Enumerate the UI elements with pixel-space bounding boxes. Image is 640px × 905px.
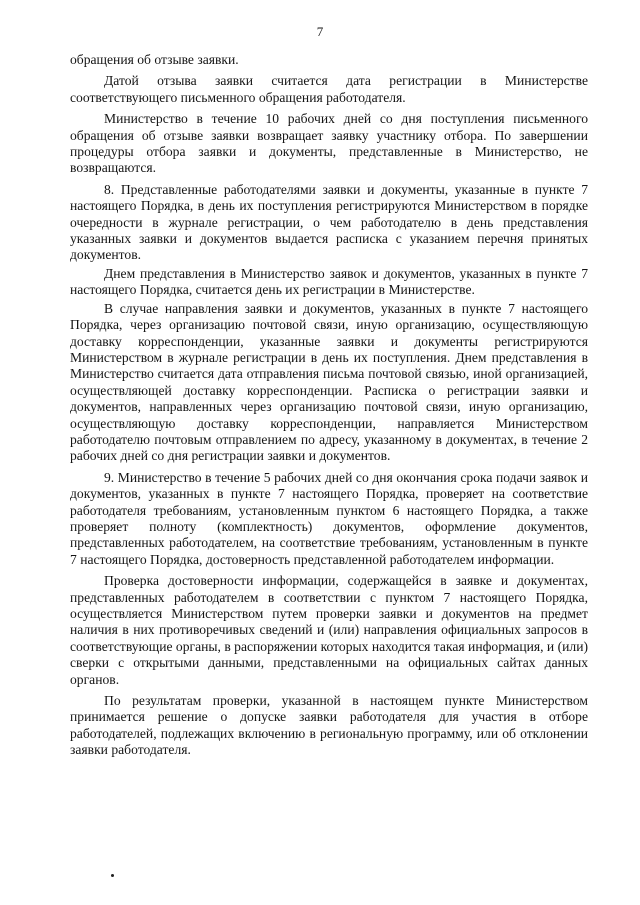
paragraph-decision: По результатам проверки, указанной в настоящем пункте Министерством принимается решение о допуске заявки работодателя для участия в отборе работодателей, подлежащих включению в региональную программу, или об отклонении заявки работодателя. xyxy=(70,693,588,758)
paragraph-submission-date: Днем представления в Министерство заявок и документов, указанных в пункте 7 настоящего Порядка, считается день их регистрации в Министерстве. xyxy=(70,265,588,298)
paragraph-continuation: обращения об отзыве заявки. xyxy=(70,52,239,67)
paragraph-item-8: 8. Представленные работодателями заявки и документы, указанные в пункте 7 настоящего Порядка, в день их поступления регистрируются Министерством в порядке очередности в журнале регистрации, о чем работодателю в день представления указанных заявки и документов выдается расписка с указанием перечня принятых документов. xyxy=(70,181,588,263)
paragraph-item-9: 9. Министерство в течение 5 рабочих дней со дня окончания срока подачи заявок и документов, указанных в пункте 7 настоящего Порядка, проверяет на соответствие работодателя требованиям, установленным пунктом 6 настоящего Порядка, а также проверяет полноту (комплектность) документов, оформление документов, представленных работодателем, на соответствие требованиям, установленным в пункте 7 настоящего Порядка, достоверность представленной работодателем информации. xyxy=(70,469,588,567)
paragraph-withdrawal-date: Датой отзыва заявки считается дата регистрации в Министерстве соответствующего письменного обращения работодателя. xyxy=(70,73,588,105)
paragraph-verification: Проверка достоверности информации, содержащейся в заявке и документах, представленных работодателем в соответствии с пунктом 7 настоящего Порядка, осуществляется Министерством путем проверки заявки и документов на предмет наличия в них противоречивых сведений и (или) направления официальных запросов в соответствующие органы, в распоряжении которых находится такая информация, и (или) сверки с открытыми данными, представленными на официальных сайтах данных органов. xyxy=(70,573,588,687)
scan-speck xyxy=(111,874,114,877)
document-body xyxy=(70,52,588,764)
paragraph-postal-submission: В случае направления заявки и документов, указанных в пункте 7 настоящего Порядка, через организацию почтовой связи, иную организацию, осуществляющую доставку корреспонденции, указанные заявки и документы регистрируются Министерством в журнале регистрации в день их поступления. Днем представления в Министерство считается дата отправления письма почтовой связью, иной организацией, осуществляющей доставку корреспонденции. Расписка о регистрации заявки и документов, направленных через организацию почтовой связи, иную организацию, осуществляющую доставку корреспонденции, направляется Министерством работодателю почтовым отправлением по адресу, указанному в документах, в течение 2 рабочих дней со дня регистрации заявки и документов. xyxy=(70,300,588,464)
page-number: 7 xyxy=(316,24,324,39)
paragraph-return-of-application: Министерство в течение 10 рабочих дней со дня поступления письменного обращения об отзыве заявки возвращает заявку участнику отбора. По завершении процедуры отбора заявки и документы, представленные в Министерство, не возвращаются. xyxy=(70,111,588,176)
